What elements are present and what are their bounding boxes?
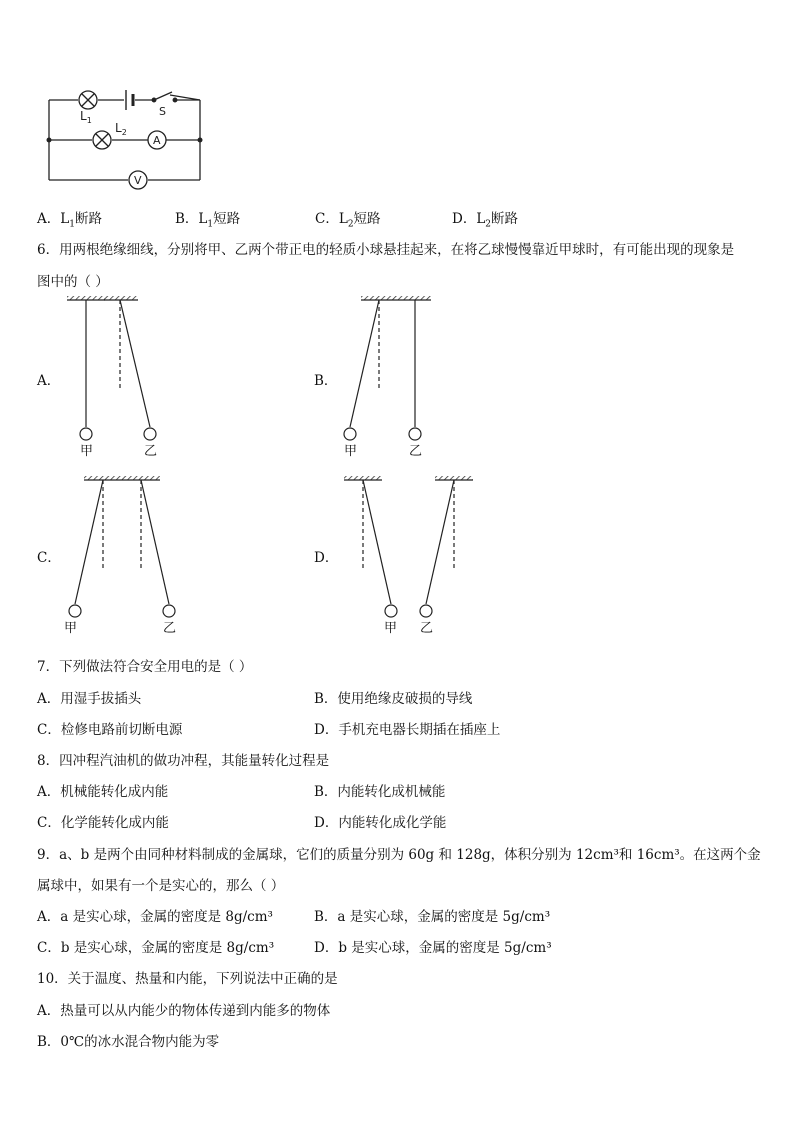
battery-icon (126, 90, 133, 110)
figure-b (344, 296, 431, 440)
q9-stem-line1: 9．a、b 是两个由同种材料制成的金属球，它们的质量分别为 60g 和 128g，体积分别为 12cm³和 16cm³。在这两个金 (37, 847, 761, 863)
svg-text:L1: $L_1$ (80, 109, 92, 125)
lamp-l1-icon (79, 91, 97, 109)
q5-option-d[interactable]: D．$L_2$断路 (452, 211, 519, 230)
q7-option-c[interactable]: C．检修电路前切断电源 (37, 722, 183, 738)
figure-a-ball-jia: 甲 (80, 444, 94, 459)
figure-b-ball-yi: 乙 (409, 444, 423, 459)
svg-text:L2: $L_2$ (115, 121, 127, 137)
q10-stem: 10．关于温度、热量和内能，下列说法中正确的是 (37, 971, 338, 987)
figure-d (344, 476, 473, 617)
q6-stem-line1: 6．用两根绝缘细线，分别将甲、乙两个带正电的轻质小球悬挂起来，在将乙球慢慢靠近甲球时，有可能出现的现象是 (37, 242, 735, 258)
svg-text:S: S (159, 105, 166, 118)
figure-c (69, 476, 175, 617)
q9-option-c[interactable]: C．b 是实心球，金属的密度是 8g/cm³ (37, 940, 275, 956)
q10-option-a[interactable]: A．热量可以从内能少的物体传递到内能多的物体 (37, 1003, 331, 1019)
q6-option-a-label[interactable]: A． (37, 373, 61, 389)
q7-option-a[interactable]: A．用湿手拔插头 (37, 691, 142, 707)
q5-option-c[interactable]: C．$L_2$短路 (315, 211, 381, 230)
switch-icon (152, 92, 177, 102)
lamp-l2-icon (93, 131, 111, 149)
figure-d-ball-jia: 甲 (384, 621, 398, 636)
q10-option-b[interactable]: B．0℃的冰水混合物内能为零 (37, 1034, 220, 1050)
figure-c-ball-yi: 乙 (163, 621, 177, 636)
q6-option-b-label[interactable]: B． (314, 373, 338, 389)
svg-text:V: V (134, 174, 142, 187)
figure-a (67, 296, 156, 440)
svg-text:A: A (153, 134, 161, 147)
q5-option-b[interactable]: B．$L_1$短路 (175, 211, 241, 230)
q6-option-d-label[interactable]: D． (314, 550, 339, 566)
q9-option-d[interactable]: D．b 是实心球，金属的密度是 5g/cm³ (314, 940, 552, 956)
q6-pendulum-figures (0, 290, 794, 640)
q7-stem: 7．下列做法符合安全用电的是（ ） (37, 659, 253, 675)
figure-a-ball-yi: 乙 (144, 444, 158, 459)
q6-stem-line2: 图中的（ ） (37, 274, 109, 290)
figure-d-ball-yi: 乙 (420, 621, 434, 636)
q8-option-c[interactable]: C．化学能转化成内能 (37, 815, 169, 831)
q7-option-b[interactable]: B．使用绝缘皮破损的导线 (314, 691, 473, 707)
q9-stem-line2: 属球中，如果有一个是实心的，那么（ ） (37, 878, 285, 894)
figure-b-ball-jia: 甲 (344, 444, 358, 459)
q8-option-d[interactable]: D．内能转化成化学能 (314, 815, 447, 831)
figure-c-ball-jia: 甲 (64, 621, 78, 636)
q8-option-b[interactable]: B．内能转化成机械能 (314, 784, 446, 800)
q7-option-d[interactable]: D．手机充电器长期插在插座上 (314, 722, 501, 738)
q8-stem: 8．四冲程汽油机的做功冲程，其能量转化过程是 (37, 753, 330, 769)
q6-option-c-label[interactable]: C． (37, 550, 61, 566)
q8-option-a[interactable]: A．机械能转化成内能 (37, 784, 169, 800)
q9-option-a[interactable]: A．a 是实心球，金属的密度是 8g/cm³ (37, 909, 273, 925)
q9-option-b[interactable]: B．a 是实心球，金属的密度是 5g/cm³ (314, 909, 551, 925)
q5-option-a[interactable]: A．$L_1$断路 (37, 211, 102, 230)
circuit-diagram (40, 82, 210, 192)
